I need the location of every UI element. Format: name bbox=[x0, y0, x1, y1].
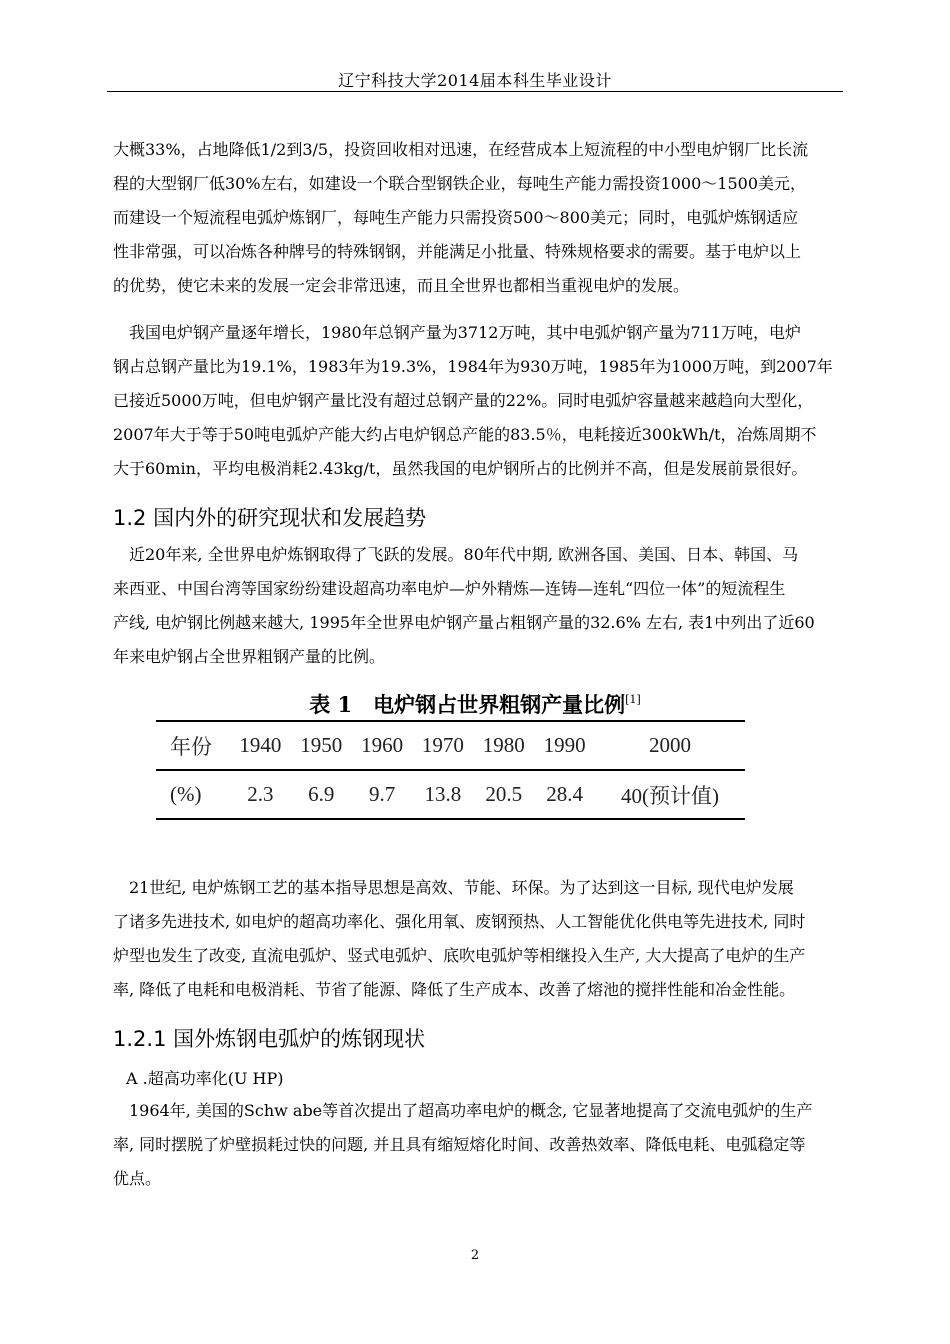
table-row-label: (%) bbox=[156, 770, 230, 819]
paragraph-line: 来西亚、中国台湾等国家纷纷建设超高功率电炉—炉外精炼—连铸—连轧“四位一体”的短流程生 bbox=[113, 579, 786, 598]
header-title: 辽宁科技大学2014届本科生毕业设计 bbox=[338, 71, 612, 90]
paragraph-1 bbox=[113, 133, 843, 303]
paragraph-line: 优点。 bbox=[113, 1169, 162, 1188]
paragraph-line: 我国电炉钢产量逐年增长，1980年总钢产量为3712万吨，其中电弧炉钢产量为711万吨，电炉 bbox=[129, 323, 801, 342]
paragraph-line: 年来电炉钢占全世界粗钢产量的比例。 bbox=[113, 647, 386, 666]
header-rule bbox=[107, 91, 843, 92]
table-cell-year: 1960 bbox=[352, 721, 413, 770]
paragraph-line: 已接近5000万吨，但电炉钢产量比没有超过总钢产量的22%。同时电弧炉容量越来越趋向大型化， bbox=[113, 391, 814, 410]
subpoint-a: A .超高功率化(U HP) bbox=[126, 1069, 284, 1088]
paragraph-line: 钢占总钢产量比为19.1%，1983年为19.3%，1984年为930万吨，1985年为1000万吨，到2007年 bbox=[113, 357, 833, 376]
paragraph-line: 而建设一个短流程电弧炉炼钢厂，每吨生产能力只需投资500～800美元；同时，电弧炉炼钢适应 bbox=[113, 208, 799, 227]
table-row-years bbox=[156, 721, 745, 770]
table-row-label: 年份 bbox=[156, 721, 230, 770]
paragraph-line: 2007年大于等于50吨电弧炉产能大约占电炉钢总产能的83.5％，电耗接近300kWh/t，冶炼周期不 bbox=[113, 425, 817, 444]
table-cell-value: 28.4 bbox=[534, 770, 595, 819]
paragraph-line: 炉型也发生了改变, 直流电弧炉、竖式电弧炉、底吹电弧炉等相继投入生产, 大大提高了电炉的生产 bbox=[113, 946, 806, 965]
paragraph-line: 性非常强，可以冶炼各种牌号的特殊钢钢，并能满足小批量、特殊规格要求的需要。基于电炉以上 bbox=[113, 242, 802, 261]
table-cell-year: 1950 bbox=[291, 721, 352, 770]
paragraph-line: 大于60min，平均电极消耗2.43kg/t，虽然我国的电炉钢所占的比例并不高，但是发展前景很好。 bbox=[113, 459, 808, 478]
table-caption-text: 表 1 电炉钢占世界粗钢产量比例 bbox=[309, 692, 626, 717]
section-heading-1-2: 1.2 国内外的研究现状和发展趋势 bbox=[113, 506, 427, 530]
paragraph-line: 率, 同时摆脱了炉壁损耗过快的问题, 并且具有缩短熔化时间、改善热效率、降低电耗、电弧稳定等 bbox=[113, 1135, 806, 1154]
table-cell-value: 6.9 bbox=[291, 770, 352, 819]
page-number: 2 bbox=[470, 1248, 480, 1263]
paragraph-line: 率, 降低了电耗和电极消耗、节省了能源、降低了生产成本、改善了熔池的搅拌性能和冶金性能。 bbox=[113, 980, 796, 999]
table-cell-year: 1970 bbox=[412, 721, 473, 770]
paragraph-4 bbox=[113, 871, 843, 1007]
paragraph-line: 程的大型钢厂低30%左右，如建设一个联合型钢铁企业，每吨生产能力需投资1000～1500美元， bbox=[113, 174, 807, 193]
paragraph-2 bbox=[113, 316, 843, 486]
section-heading-1-2-1: 1.2.1 国外炼钢电弧炉的炼钢现状 bbox=[113, 1027, 426, 1051]
paragraph-line: 近20年来, 全世界电炉炼钢取得了飞跃的发展。80年代中期, 欧洲各国、美国、日本、韩国、马 bbox=[129, 545, 799, 564]
table-cell-value: 40(预计值) bbox=[595, 770, 745, 819]
table-cell-value: 20.5 bbox=[473, 770, 534, 819]
table-cell-year: 1940 bbox=[230, 721, 291, 770]
paragraph-line: 了诸多先进技术, 如电炉的超高功率化、强化用氧、废钢预热、人工智能优化供电等先进技术, 同时 bbox=[113, 912, 806, 931]
paragraph-3 bbox=[113, 538, 843, 674]
paragraph-line: 21世纪, 电炉炼钢工艺的基本指导思想是高效、节能、环保。为了达到这一目标, 现代电炉发展 bbox=[129, 878, 794, 897]
table-cell-year: 1980 bbox=[473, 721, 534, 770]
paragraph-5 bbox=[113, 1094, 843, 1196]
table-cell-value: 9.7 bbox=[352, 770, 413, 819]
eaf-share-table bbox=[156, 720, 745, 820]
table-row-values bbox=[156, 770, 745, 819]
table-caption-ref: [1] bbox=[625, 693, 641, 706]
paragraph-line: 的优势，使它未来的发展一定会非常迅速，而且全世界也都相当重视电炉的发展。 bbox=[113, 276, 690, 295]
table-cell-value: 2.3 bbox=[230, 770, 291, 819]
paragraph-line: 大概33%，占地降低1/2到3/5，投资回收相对迅速，在经营成本上短流程的中小型电炉钢厂比长流 bbox=[113, 140, 809, 159]
table-cell-value: 13.8 bbox=[412, 770, 473, 819]
table-cell-year: 2000 bbox=[595, 721, 745, 770]
paragraph-line: 1964年, 美国的Schw abe等首次提出了超高功率电炉的概念, 它显著地提高了交流电弧炉的生产 bbox=[129, 1101, 813, 1120]
table-caption bbox=[0, 689, 950, 719]
table-cell-year: 1990 bbox=[534, 721, 595, 770]
paragraph-line: 产线, 电炉钢比例越来越大, 1995年全世界电炉钢产量占粗钢产量的32.6% 左右, 表1中列出了近60 bbox=[113, 613, 815, 632]
